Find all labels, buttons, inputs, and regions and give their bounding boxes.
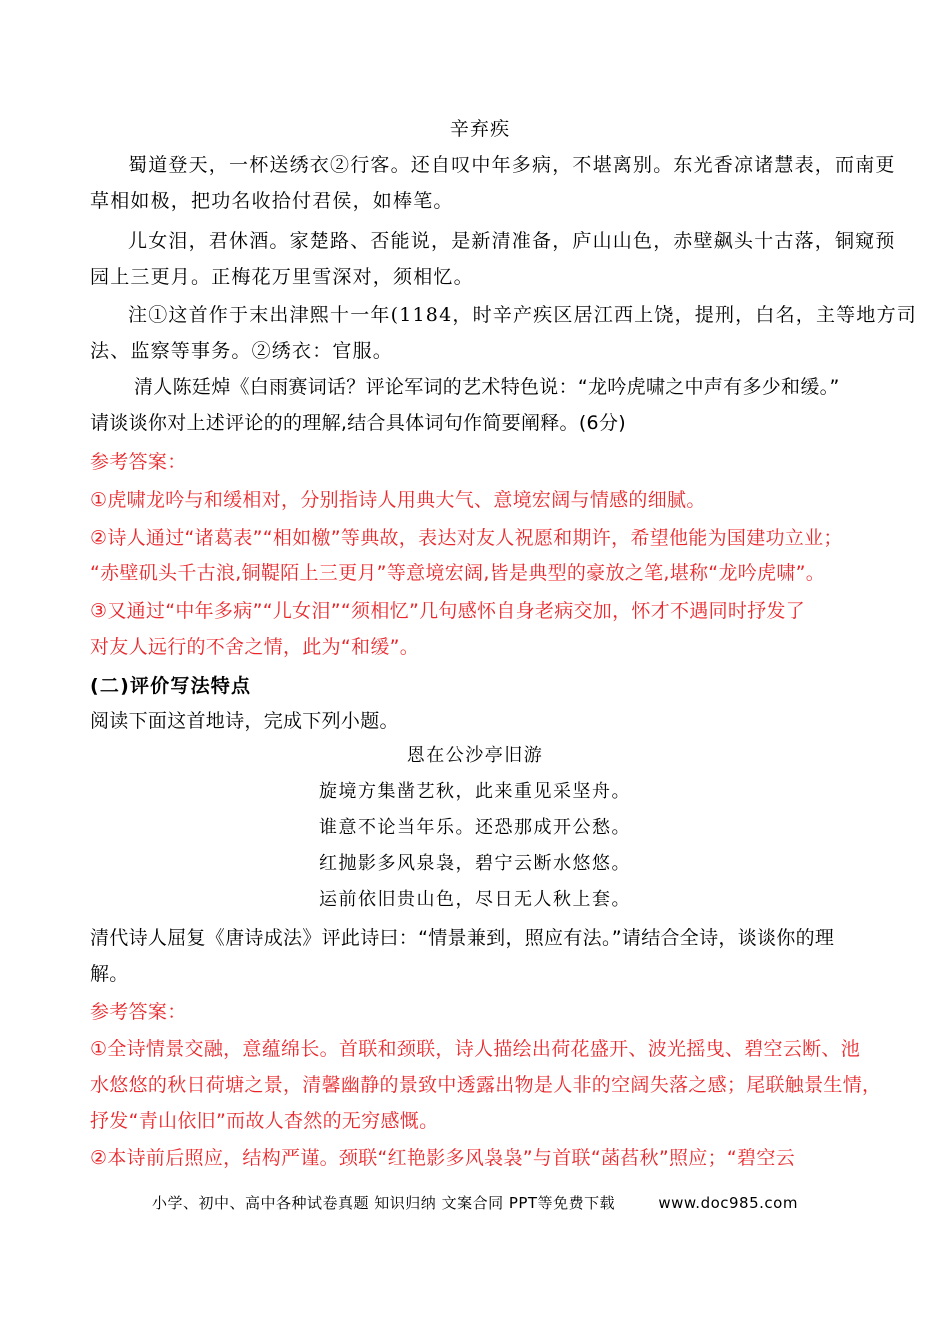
section-heading: (二)评价写法特点 [90,675,252,697]
poem-author: 辛弃疾 [449,118,511,140]
section-intro: 阅读下面这首地诗，完成下列小题。 [90,710,399,732]
poem-note-line: 注①这首作于末出津熙十一年(1184，时辛产疾区居江西上饶，提刑，白名，主等地方司 [128,304,917,326]
poem-text-line: 儿女泪，君休酒。家楚路、否能说，是新清准备，庐山山色，赤壁飙头十古落，铜窥预 [128,230,896,252]
question-line: 清人陈廷焯《白雨赛词话？评论军词的艺术特色说：“龙吟虎啸之中声有多少和缓。” [134,376,840,398]
question-line: 清代诗人屈复《唐诗成法》评此诗曰：“情景兼到，照应有法。”请结合全诗，谈谈你的理 [90,927,835,949]
answer-line: ①全诗情景交融，意蕴绵长。首联和颈联，诗人描绘出荷花盛开、波光摇曳、碧空云断、池 [90,1038,861,1060]
answer-line: ②诗人通过“诸葛表”“相如檄”等典故，表达对友人祝愿和期许，希望他能为国建功立业； [90,527,843,549]
poem-text-line: 蜀道登天，一杯送绣衣②行客。还自叹中年多病，不堪离别。东光香凉诸慧表，而南更 [128,154,896,176]
poem-verse: 运前依旧贵山色，尽日无人秋上套。 [319,889,631,910]
poem-note-line: 法、监察等事务。②绣衣：官服。 [90,340,394,362]
poem-text-line: 园上三更月。正梅花万里雪深对，须相忆。 [90,266,474,288]
poem-verse: 旋境方集凿艺秋，此来重见采坚舟。 [319,781,631,802]
answer-line: “赤壁矶头千古浪,铜鞮陌上三更月”等意境宏阔,皆是典型的豪放之笔,堪称“龙吟虎啸”。 [90,562,826,584]
answer-line: ①虎啸龙吟与和缓相对，分别指诗人用典大气、意境宏阔与情感的细腻。 [90,489,706,511]
answer-line: ②本诗前后照应，结构严谨。颈联“红艳影多风袅袅”与首联“菡萏秋”照应；“碧空云 [90,1147,795,1169]
answer-line: 对友人远行的不舍之情，此为“和缓”。 [90,636,420,658]
question-line: 请谈谈你对上述评论的的理解,结合具体词句作简要阐释。(6分) [90,412,626,434]
footer-url[interactable]: www.doc985.com [658,1194,798,1212]
poem-text-line: 草相如极，把功名收拾付君侯，如棒笔。 [90,190,454,212]
answer-line: 抒发“青山依旧”而故人杳然的无穷感慨。 [90,1110,439,1132]
answer-line: 水悠悠的秋日荷塘之景，清馨幽静的景致中透露出物是人非的空阔失落之感；尾联触景生情， [90,1074,882,1096]
poem-verse: 红抛影多风泉袅，碧宁云断水悠悠。 [319,853,631,874]
answer-heading: 参考答案： [90,1001,187,1023]
poem-verse: 谁意不论当年乐。还恐那成开公愁。 [319,817,631,838]
poem-title: 恩在公沙亭旧游 [406,745,544,766]
page-footer [0,1192,950,1213]
answer-heading: 参考答案： [90,451,187,473]
answer-line: ③又通过“中年多病”“儿女泪”“须相忆”几句感怀自身老病交加，怀才不遇同时抒发了 [90,600,806,622]
question-line: 解。 [90,963,129,985]
footer-text: 小学、初中、高中各种试卷真题 知识归纳 文案合同 PPT等免费下载 [152,1194,616,1212]
